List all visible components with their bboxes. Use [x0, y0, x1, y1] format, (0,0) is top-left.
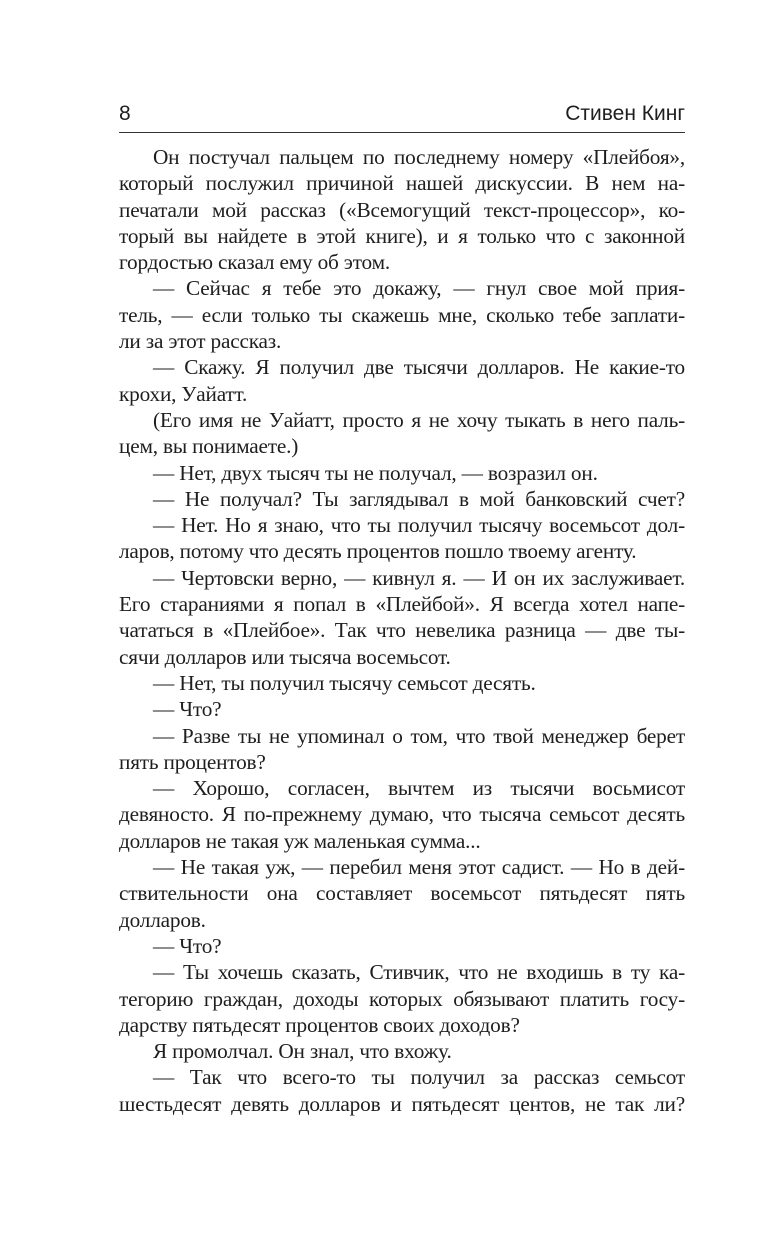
text-line: Я промолчал. Он знал, что вхожу.: [153, 1039, 452, 1064]
text-line: — Ты хочешь сказать, Стивчик, что не входишь в ту ка-: [153, 960, 685, 985]
text-line: пять процентов?: [119, 749, 266, 774]
text-line: дарству пятьдесят процентов своих доходов?: [119, 1012, 520, 1037]
running-head-author: Стивен Кинг: [565, 102, 685, 125]
text-line: Его стараниями я попал в «Плейбой». Я всегда хотел напе-: [119, 592, 685, 617]
text-line: долларов не такая уж маленькая сумма...: [119, 828, 481, 853]
text-line: сячи долларов или тысяча восемьсот.: [119, 644, 451, 669]
text-line: девяносто. Я по-прежнему думаю, что тысяча семьсот десять: [119, 802, 685, 827]
text-line: — Сейчас я тебе это докажу, — гнул свое мой прия-: [153, 276, 685, 301]
page-number: 8: [119, 102, 131, 125]
text-line: Он постучал пальцем по последнему номеру «Плейбоя»,: [153, 145, 685, 169]
text-line: ларов, потому что десять процентов пошло твоему агенту.: [119, 539, 637, 564]
text-line: ли за этот рассказ.: [119, 329, 282, 354]
running-header: [119, 96, 685, 132]
header-rule: [119, 132, 685, 133]
text-line: который послужил причиной нашей дискуссии. В нем на-: [119, 171, 685, 196]
text-line: — Так что всего-то ты получил за рассказ семьсот: [153, 1065, 685, 1090]
text-line: — Нет, двух тысяч ты не получал, — возразил он.: [153, 460, 598, 485]
text-line: (Его имя не Уайатт, просто я не хочу тыкать в него паль-: [153, 407, 685, 432]
text-line: цем, вы понимаете.): [119, 434, 299, 459]
text-line: тегорию граждан, доходы которых обязывают платить госу-: [119, 986, 685, 1011]
text-line: — Нет. Но я знаю, что ты получил тысячу восемьсот дол-: [153, 513, 685, 538]
text-line: — Нет, ты получил тысячу семьсот десять.: [153, 670, 536, 695]
text-line: крохи, Уайатт.: [119, 381, 248, 406]
text-line: — Что?: [153, 933, 222, 958]
text-line: ствительности она составляет восемьсот пятьдесят пять: [119, 881, 685, 906]
text-line: — Скажу. Я получил две тысячи долларов. Не какие-то: [153, 355, 685, 380]
text-line: — Хорошо, согласен, вычтем из тысячи восьмисот: [153, 776, 685, 801]
text-line: — Не получал? Ты заглядывал в мой банковский счет?: [153, 486, 685, 511]
text-line: шестьдесят девять долларов и пятьдесят центов, не так ли?: [119, 1091, 685, 1116]
text-line: чататься в «Плейбое». Так что невелика разница — две ты-: [119, 618, 685, 643]
text-line: — Не такая уж, — перебил меня этот садист. — Но в дей-: [153, 855, 685, 880]
text-line: — Что?: [153, 697, 222, 722]
text-line: гордостью сказал ему об этом.: [119, 250, 390, 275]
text-line: торый вы найдете в этой книге), и я только что с законной: [119, 223, 685, 248]
text-line: тель, — если только ты скажешь мне, сколько тебе заплати-: [119, 302, 685, 327]
text-line: печатали мой рассказ («Всемогущий текст-процессор», ко-: [119, 197, 685, 222]
text-line: — Чертовски верно, — кивнул я. — И он их заслуживает.: [153, 565, 685, 590]
text-line: долларов.: [119, 907, 206, 932]
body-text: [119, 144, 685, 1117]
text-line: — Разве ты не упоминал о том, что твой менеджер берет: [153, 723, 685, 748]
